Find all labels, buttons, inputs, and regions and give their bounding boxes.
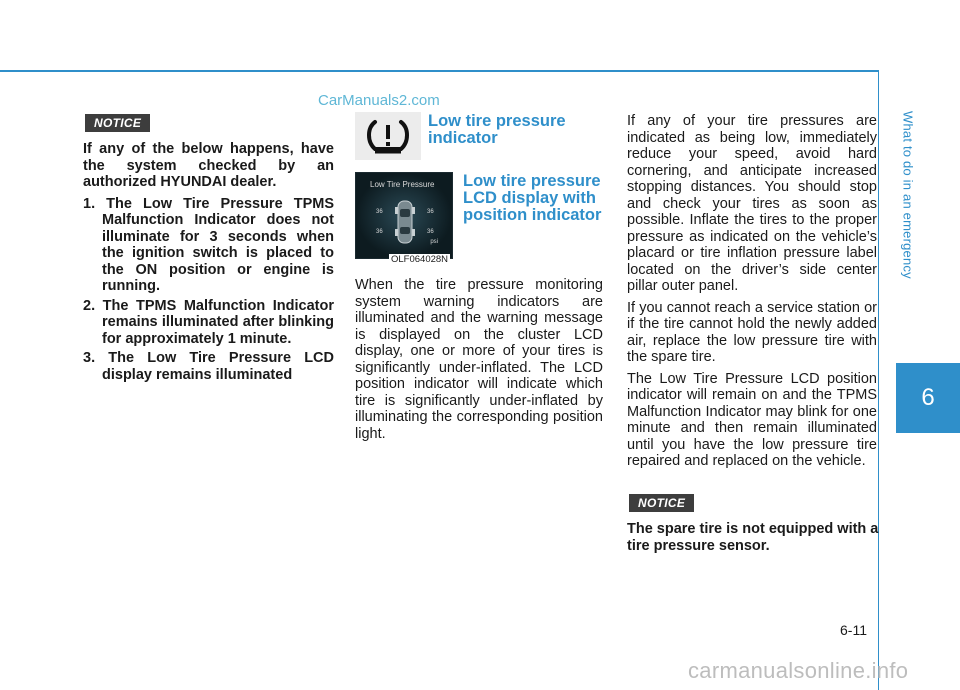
tpms-warning-icon — [355, 112, 421, 160]
right-column — [627, 113, 877, 475]
watermark-top[interactable]: CarManuals2.com — [318, 92, 440, 109]
watermark-bottom[interactable]: carmanualsonline.info — [688, 658, 909, 683]
header-rule — [0, 70, 878, 72]
paragraph: The Low Tire Pressure LCD position indicator will remain on and the TPMS Malfunction Indicator may blink for one minute and then remain illuminated until you have the low pressure tire repaired and replaced on the vehicle. — [627, 370, 877, 469]
tire-value-rear-left: 36 — [376, 229, 383, 235]
heading-lcd-display: Low tire pressure LCD display with position indicator — [463, 172, 602, 224]
lcd-title: Low Tire Pressure — [370, 180, 435, 189]
car-top-view-icon — [394, 199, 416, 245]
tire-value-front-right: 36 — [427, 209, 434, 215]
tire-value-front-left: 36 — [376, 209, 383, 215]
chapter-tab[interactable]: 6 — [896, 363, 960, 433]
notice-text-right: The spare tire is not equipped with a tire pressure sensor. — [627, 521, 879, 554]
tpms-icon-box — [355, 112, 421, 160]
lcd-screen-image — [355, 172, 453, 259]
paragraph: If any of your tire pressures are indicated as being low, immediately reduce your speed, avoid hard cornering, and anticipate increased stopping distances. You should stop and check your tires as soon as possible. Inflate the tires to the proper pressure as indicated on the vehicle’s placard or tire inflation pressure label located on the driver’s side center pillar outer panel. — [627, 113, 877, 294]
notice-badge-right: NOTICE — [629, 494, 694, 512]
page-number: 6-11 — [840, 622, 867, 638]
middle-body-text: When the tire pressure monitoring system warning indicators are illuminated and the warning message is displayed on the cluster LCD display, one or more of your tires is significantly under-inflated. The LCD position indicator will indicate which tire is significantly under-inflated by illuminating the corresponding position light. — [355, 277, 603, 442]
tire-value-rear-right: 36 — [427, 229, 434, 235]
left-column — [83, 141, 334, 383]
list-item: 3. The Low Tire Pressure LCD display remains illuminated — [83, 350, 334, 383]
notice-intro: If any of the below happens, have the system checked by an authorized HYUNDAI dealer. — [83, 141, 334, 190]
list-item: 2. The TPMS Malfunction Indicator remains illuminated after blinking for approximately 1 minute. — [83, 297, 334, 347]
heading-low-tire-indicator: Low tire pressure indicator — [428, 112, 566, 147]
paragraph: If you cannot reach a service station or if the tire cannot hold the newly added air, replace the low pressure tire with the spare tire. — [627, 299, 877, 365]
lcd-unit: psi — [430, 239, 438, 245]
chapter-title: What to do in an emergency — [900, 111, 916, 279]
side-rule — [878, 70, 879, 690]
notice-badge-left: NOTICE — [85, 114, 150, 132]
list-item: 1. The Low Tire Pressure TPMS Malfunction Indicator does not illuminate for 3 seconds when the ignition switch is placed to the ON position or engine is running. — [83, 195, 334, 294]
image-code: OLF064028N — [391, 254, 449, 265]
